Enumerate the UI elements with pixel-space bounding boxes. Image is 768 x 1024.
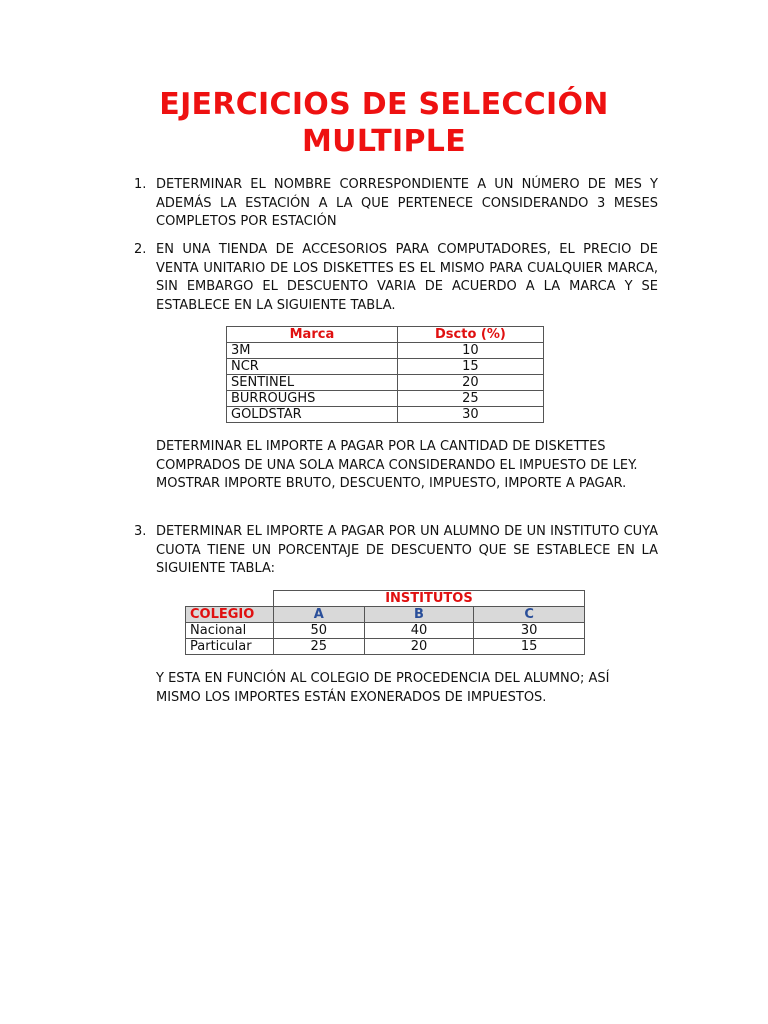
table-col-b: B	[364, 607, 474, 623]
table-row	[227, 407, 544, 423]
page-title-line-2: MULTIPLE	[302, 124, 466, 159]
page-title-line-1: EJERCICIOS DE SELECCIÓN	[159, 87, 609, 122]
table-col-c: C	[474, 607, 585, 623]
item-2-number: 2.	[134, 242, 147, 257]
item-3-text: DETERMINAR EL IMPORTE A PAGAR POR UN ALUMNO DE UN INSTITUTO CUYA CUOTA TIENE UN PORCENTAJE DE DESCUENTO QUE SE ESTABLECE EN LA SIGUIENTE TABLA:	[156, 524, 658, 576]
table-cell: GOLDSTAR	[227, 407, 398, 423]
table-cell: 15	[397, 359, 543, 375]
table-group-header: INSTITUTOS	[273, 591, 584, 607]
table-cell: 40	[364, 623, 474, 639]
table-cell: BURROUGHS	[227, 391, 398, 407]
table-row	[227, 391, 544, 407]
table-row	[227, 375, 544, 391]
table-cell: 50	[273, 623, 364, 639]
table-cell: 20	[397, 375, 543, 391]
institutes-table	[185, 590, 585, 655]
table-cell: 30	[397, 407, 543, 423]
table-corner	[186, 591, 274, 607]
table-row-header: COLEGIO	[186, 607, 274, 623]
table-cell: Nacional	[186, 623, 274, 639]
table-cell: SENTINEL	[227, 375, 398, 391]
item-1-text: DETERMINAR EL NOMBRE CORRESPONDIENTE A UN NÚMERO DE MES Y ADEMÁS LA ESTACIÓN A LA QUE PERTENECE CONSIDERANDO 3 MESES COMPLETOS POR ESTACIÓN	[156, 177, 658, 229]
table-row	[227, 359, 544, 375]
table-cell: 20	[364, 639, 474, 655]
item-3-number: 3.	[134, 524, 147, 539]
item-2-followup: DETERMINAR EL IMPORTE A PAGAR POR LA CANTIDAD DE DISKETTES COMPRADOS DE UNA SOLA MARCA CONSIDERANDO EL IMPUESTO DE LEY. MOSTRAR IMPORTE BRUTO, DESCUENTO, IMPUESTO, IMPORTE A PAGAR.	[156, 439, 638, 491]
table-cell: 3M	[227, 343, 398, 359]
table-col-a: A	[273, 607, 364, 623]
item-1-number: 1.	[134, 177, 147, 192]
table-cell: 30	[474, 623, 585, 639]
table-row	[186, 623, 585, 639]
table-header-dscto: Dscto (%)	[397, 327, 543, 343]
table-header-marca: Marca	[227, 327, 398, 343]
table-cell: NCR	[227, 359, 398, 375]
table-row	[186, 639, 585, 655]
item-2-text: EN UNA TIENDA DE ACCESORIOS PARA COMPUTADORES, EL PRECIO DE VENTA UNITARIO DE LOS DISKETTES ES EL MISMO PARA CUALQUIER MARCA, SIN EMBARGO EL DESCUENTO VARIA DE ACUERDO A LA MARCA Y SE ESTABLECE EN LA SIGUIENTE TABLA.	[156, 242, 658, 313]
table-cell: 15	[474, 639, 585, 655]
discount-table	[226, 326, 544, 423]
item-3-followup: Y ESTA EN FUNCIÓN AL COLEGIO DE PROCEDENCIA DEL ALUMNO; ASÍ MISMO LOS IMPORTES ESTÁN EXONERADOS DE IMPUESTOS.	[156, 671, 610, 705]
table-row	[227, 343, 544, 359]
table-cell: 25	[273, 639, 364, 655]
table-cell: 10	[397, 343, 543, 359]
page-title	[0, 86, 768, 160]
table-cell: Particular	[186, 639, 274, 655]
table-cell: 25	[397, 391, 543, 407]
